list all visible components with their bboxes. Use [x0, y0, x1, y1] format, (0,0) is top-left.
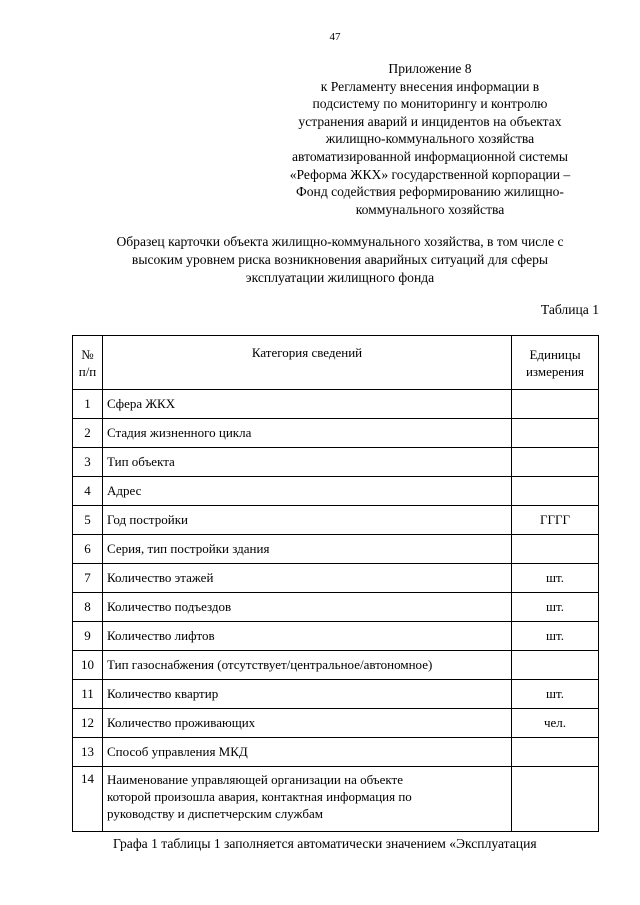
row-num: 7 — [73, 564, 103, 593]
appendix-header — [270, 60, 590, 218]
table-row — [73, 680, 599, 709]
appendix-line: коммунального хозяйства — [355, 201, 505, 217]
row-unit — [512, 419, 599, 448]
row-num: 11 — [73, 680, 103, 709]
title-line: Образец карточки объекта жилищно-коммунального хозяйства, в том числе с — [116, 234, 564, 249]
table-row — [73, 506, 599, 535]
row-unit — [512, 535, 599, 564]
row-unit — [512, 390, 599, 419]
row-category: Стадия жизненного цикла — [103, 419, 512, 448]
row-unit — [512, 651, 599, 680]
row-num: 2 — [73, 419, 103, 448]
row-category: Тип объекта — [103, 448, 512, 477]
row-category: Год постройки — [103, 506, 512, 535]
row-category: Сфера ЖКХ — [103, 390, 512, 419]
header-category: Категория сведений — [103, 336, 512, 390]
footer-paragraph: Графа 1 таблицы 1 заполняется автоматически значением «Эксплуатация — [113, 836, 537, 851]
row-num: 5 — [73, 506, 103, 535]
appendix-line: автоматизированной информационной системы — [291, 148, 569, 164]
row-num: 1 — [73, 390, 103, 419]
row-category: Адрес — [103, 477, 512, 506]
document-title — [60, 233, 620, 287]
title-line: эксплуатации жилищного фонда — [245, 270, 435, 285]
table-row — [73, 767, 599, 832]
table-row — [73, 622, 599, 651]
row-category: Количество проживающих — [103, 709, 512, 738]
table-row — [73, 535, 599, 564]
appendix-line: жилищно-коммунального хозяйства — [325, 131, 535, 147]
row-unit: ГГГГ — [512, 506, 599, 535]
table-label: Таблица 1 — [540, 302, 599, 317]
table-row — [73, 709, 599, 738]
row-num: 12 — [73, 709, 103, 738]
table-row — [73, 651, 599, 680]
table-row — [73, 390, 599, 419]
table-row — [73, 564, 599, 593]
row-num: 4 — [73, 477, 103, 506]
appendix-line: подсистему по мониторингу и контролю — [312, 96, 548, 112]
row-unit — [512, 477, 599, 506]
row-num: 10 — [73, 651, 103, 680]
row-unit — [512, 767, 599, 832]
appendix-line: Приложение 8 — [388, 61, 472, 76]
row-num: 8 — [73, 593, 103, 622]
row-unit: шт. — [512, 564, 599, 593]
appendix-line: «Реформа ЖКХ» государственной корпорации – — [289, 166, 571, 182]
title-line: высоким уровнем риска возникновения аварийных ситуаций для сферы — [131, 252, 549, 267]
header-unit-line: Единицы — [529, 346, 581, 362]
row-category: Количество этажей — [103, 564, 512, 593]
row-num: 6 — [73, 535, 103, 564]
row-category — [103, 767, 512, 832]
header-num-line: № — [81, 346, 94, 362]
row-category: Серия, тип постройки здания — [103, 535, 512, 564]
row-unit — [512, 738, 599, 767]
row-unit: шт. — [512, 622, 599, 651]
table-row — [73, 419, 599, 448]
table-row — [73, 738, 599, 767]
row-category: Способ управления МКД — [103, 738, 512, 767]
row-unit: шт. — [512, 680, 599, 709]
header-unit-line: измерения — [525, 363, 585, 379]
header-num — [73, 336, 103, 390]
row-num: 14 — [73, 767, 103, 832]
header-unit — [512, 336, 599, 390]
table-header-row — [73, 336, 599, 390]
page-number: 47 — [329, 31, 341, 43]
row-category: Количество лифтов — [103, 622, 512, 651]
row-category: Количество квартир — [103, 680, 512, 709]
row-category: Количество подъездов — [103, 593, 512, 622]
row-unit: чел. — [512, 709, 599, 738]
appendix-line: к Регламенту внесения информации в — [320, 78, 540, 94]
table-row — [73, 448, 599, 477]
header-num-line: п/п — [78, 363, 97, 379]
row-unit — [512, 448, 599, 477]
appendix-line: Фонд содействия реформированию жилищно- — [296, 184, 564, 200]
row-category-line: Наименование управляющей организации на объекте — [107, 772, 403, 787]
row-num: 3 — [73, 448, 103, 477]
row-unit: шт. — [512, 593, 599, 622]
info-table — [72, 335, 599, 832]
table-row — [73, 593, 599, 622]
row-num: 9 — [73, 622, 103, 651]
row-category-line: руководству и диспетчерским службам — [107, 806, 323, 821]
row-category-line: которой произошла авария, контактная информация по — [107, 789, 412, 804]
row-num: 13 — [73, 738, 103, 767]
row-category: Тип газоснабжения (отсутствует/центральное/автономное) — [103, 651, 512, 680]
appendix-line: устранения аварий и инцидентов на объектах — [298, 113, 562, 129]
table-row — [73, 477, 599, 506]
